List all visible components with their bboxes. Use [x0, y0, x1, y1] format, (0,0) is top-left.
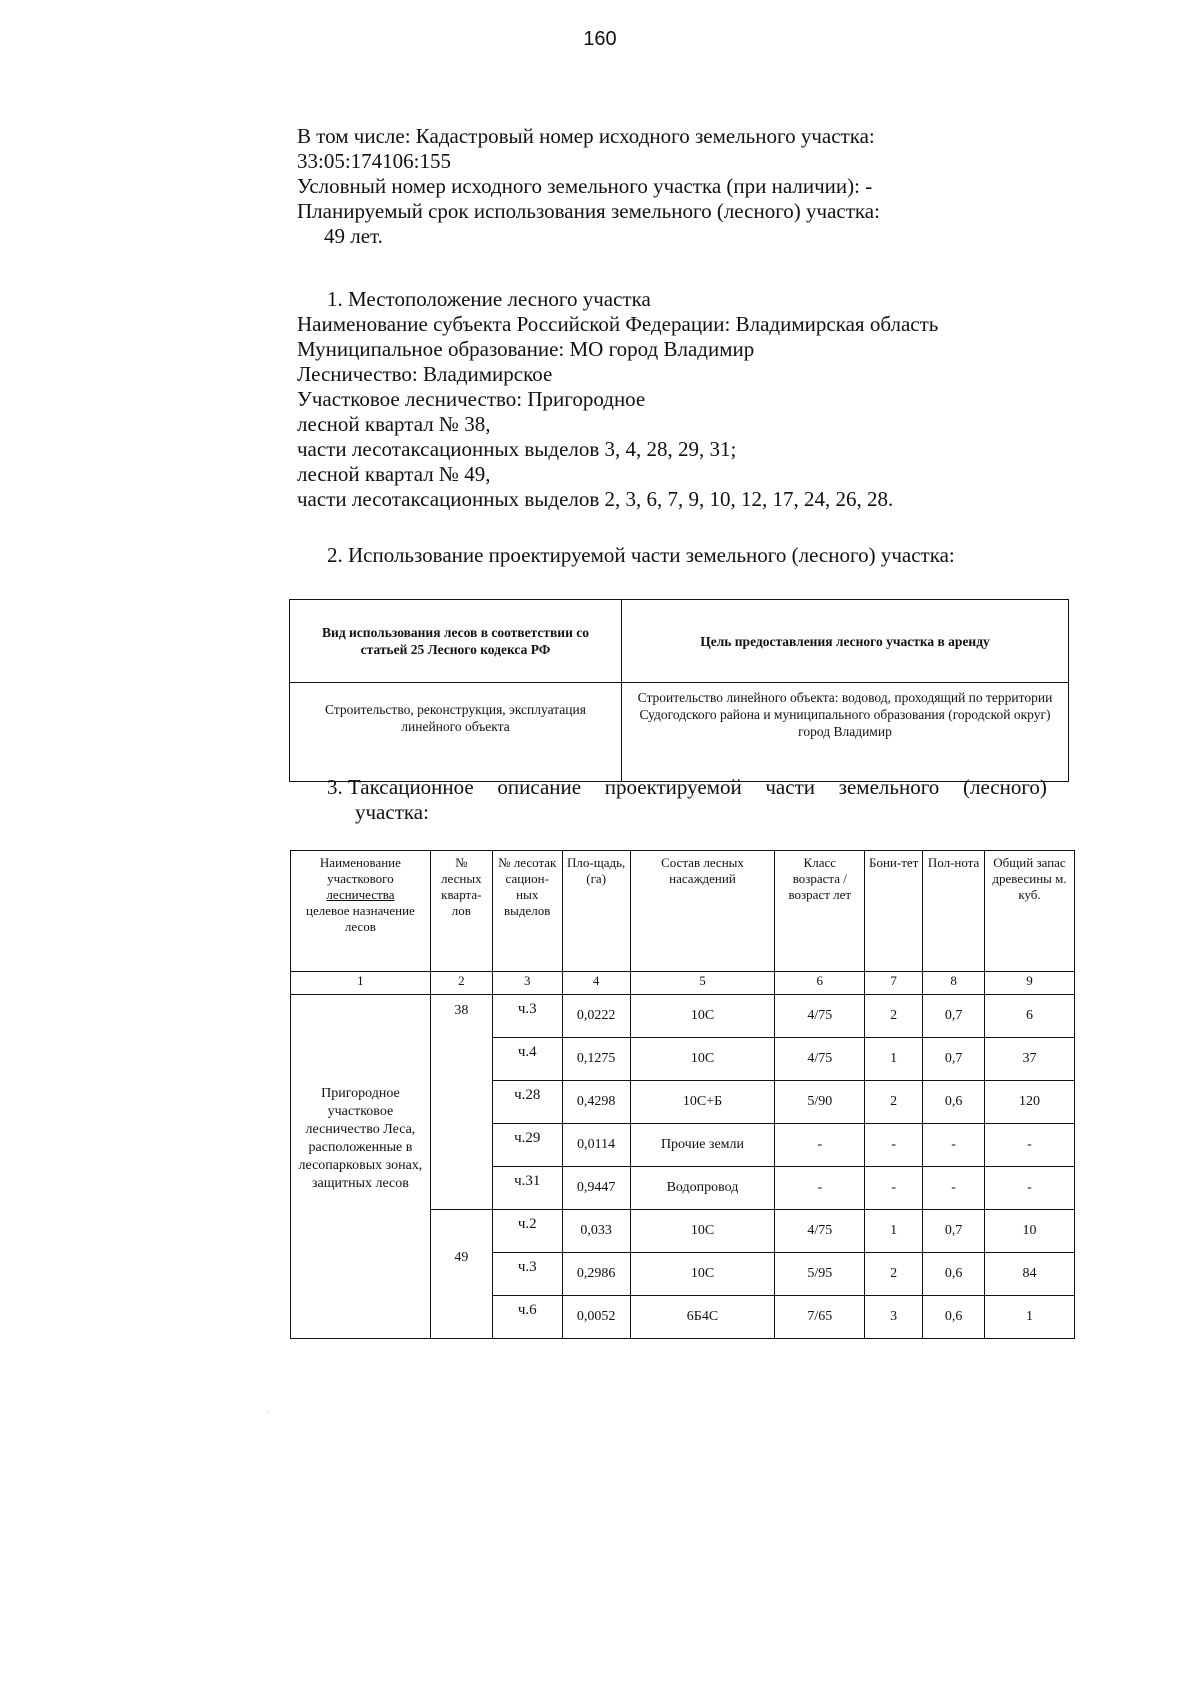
column-number: 4 [562, 972, 630, 995]
intro-block [297, 124, 1077, 249]
column-number: 1 [291, 972, 431, 995]
age-cell: 4/75 [775, 1210, 865, 1253]
bonitet-cell: - [865, 1124, 923, 1167]
vydel-cell: ч.31 [492, 1167, 562, 1210]
section-taxation [297, 775, 1047, 825]
section-usage-heading: 2. Использование проектируемой части земельного (лесного) участка: [327, 543, 955, 567]
polnota-cell: 0,7 [923, 995, 985, 1038]
term-value: 49 лет. [324, 224, 383, 248]
age-cell: - [775, 1124, 865, 1167]
heading-word: 3. Таксационное [327, 775, 474, 799]
vydel-cell: ч.28 [492, 1081, 562, 1124]
composition-cell: 10С [630, 1253, 775, 1296]
polnota-cell: 0,6 [923, 1253, 985, 1296]
header-bonitet: Бони-тет [865, 851, 923, 972]
polnota-cell: 0,7 [923, 1210, 985, 1253]
usage-header-cell: Вид использования лесов в соответствии со статьей 25 Лесного кодекса РФ [290, 600, 622, 683]
bonitet-cell: 2 [865, 995, 923, 1038]
polnota-cell: - [923, 1124, 985, 1167]
composition-cell: 10С [630, 1038, 775, 1081]
header-stock: Общий запас древесины м. куб. [985, 851, 1075, 972]
bonitet-cell: 2 [865, 1253, 923, 1296]
vydel-cell: ч.29 [492, 1124, 562, 1167]
section-taxation-heading [297, 775, 1047, 800]
heading-word: земельного [838, 775, 940, 799]
column-number: 3 [492, 972, 562, 995]
polnota-cell: - [923, 1167, 985, 1210]
header-text: Наименование участкового [319, 855, 401, 886]
stock-cell: 10 [985, 1210, 1075, 1253]
age-cell: 4/75 [775, 1038, 865, 1081]
location-line: части лесотаксационных выделов 2, 3, 6, 7, 9, 10, 12, 17, 24, 26, 28. [297, 487, 894, 511]
location-line: части лесотаксационных выделов 3, 4, 28, 29, 31; [297, 437, 737, 461]
stock-cell: 120 [985, 1081, 1075, 1124]
composition-cell: 10С [630, 995, 775, 1038]
stock-cell: 1 [985, 1296, 1075, 1339]
usage-table-header [290, 600, 1069, 683]
header-text: целевое назначение лесов [306, 903, 415, 934]
bonitet-cell: 2 [865, 1081, 923, 1124]
usage-table [289, 599, 1069, 782]
section-location-heading: 1. Местоположение лесного участка [327, 287, 651, 311]
usage-table-row [290, 683, 1069, 782]
usage-cell: Строительство линейного объекта: водовод, проходящий по территории Судогодского района и муниципального образования (городской округ) город Владимир [622, 683, 1069, 782]
location-line: Лесничество: Владимирское [297, 362, 553, 386]
polnota-cell: 0,6 [923, 1081, 985, 1124]
area-cell: 0,1275 [562, 1038, 630, 1081]
age-cell: 5/90 [775, 1081, 865, 1124]
bonitet-cell: 1 [865, 1038, 923, 1081]
composition-cell: Прочие земли [630, 1124, 775, 1167]
header-composition: Состав лесных насаждений [630, 851, 775, 972]
taxation-header-row [291, 851, 1075, 972]
quarter-cell: 38 [430, 995, 492, 1210]
quarter-cell: 49 [430, 1210, 492, 1339]
stock-cell: 6 [985, 995, 1075, 1038]
heading-word: (лесного) [962, 775, 1047, 799]
stock-cell: - [985, 1124, 1075, 1167]
header-quarter: № лесных кварта-лов [430, 851, 492, 972]
polnota-cell: 0,6 [923, 1296, 985, 1339]
area-cell: 0,2986 [562, 1253, 630, 1296]
cadastral-label: В том числе: Кадастровый номер исходного земельного участка: [297, 124, 875, 148]
stock-cell: - [985, 1167, 1075, 1210]
stock-cell: 84 [985, 1253, 1075, 1296]
composition-cell: 10С+Б [630, 1081, 775, 1124]
page-number: 160 [583, 28, 617, 50]
vydel-cell: ч.3 [492, 995, 562, 1038]
taxation-table [290, 850, 1075, 1339]
usage-header-cell: Цель предоставления лесного участка в аренду [622, 600, 1069, 683]
scan-speck [268, 1412, 269, 1413]
column-number: 6 [775, 972, 865, 995]
area-cell: 0,0222 [562, 995, 630, 1038]
term-label: Планируемый срок использования земельного (лесного) участка: [297, 199, 880, 223]
table-row [291, 995, 1075, 1038]
vydel-cell: ч.3 [492, 1253, 562, 1296]
age-cell: 7/65 [775, 1296, 865, 1339]
vydel-cell: ч.4 [492, 1038, 562, 1081]
usage-cell: Строительство, реконструкция, эксплуатация линейного объекта [290, 683, 622, 782]
location-line: лесной квартал № 38, [297, 412, 491, 436]
column-number: 2 [430, 972, 492, 995]
cadastral-number: 33:05:174106:155 [297, 149, 452, 173]
location-line: Муниципальное образование: МО город Владимир [297, 337, 755, 361]
location-line: лесной квартал № 49, [297, 462, 491, 486]
header-text: лесничества [326, 887, 395, 902]
area-cell: 0,0052 [562, 1296, 630, 1339]
header-vydel: № лесотак сацион-ных выделов [492, 851, 562, 972]
heading-word: проектируемой [604, 775, 742, 799]
stock-cell: 37 [985, 1038, 1075, 1081]
vydel-cell: ч.6 [492, 1296, 562, 1339]
location-line: Наименование субъекта Российской Федерации: Владимирская область [297, 312, 939, 336]
conditional-number: Условный номер исходного земельного участка (при наличии): - [297, 174, 873, 198]
heading-word: описание [497, 775, 582, 799]
age-cell: - [775, 1167, 865, 1210]
area-cell: 0,9447 [562, 1167, 630, 1210]
area-cell: 0,033 [562, 1210, 630, 1253]
age-cell: 5/95 [775, 1253, 865, 1296]
bonitet-cell: - [865, 1167, 923, 1210]
bonitet-cell: 3 [865, 1296, 923, 1339]
column-number: 5 [630, 972, 775, 995]
polnota-cell: 0,7 [923, 1038, 985, 1081]
bonitet-cell: 1 [865, 1210, 923, 1253]
column-number-row [291, 972, 1075, 995]
composition-cell: 6Б4С [630, 1296, 775, 1339]
column-number: 8 [923, 972, 985, 995]
area-cell: 0,4298 [562, 1081, 630, 1124]
header-area: Пло-щадь, (га) [562, 851, 630, 972]
section-usage [297, 543, 1077, 568]
column-number: 7 [865, 972, 923, 995]
composition-cell: 10С [630, 1210, 775, 1253]
location-line: Участковое лесничество: Пригородное [297, 387, 646, 411]
section-location [297, 287, 1077, 512]
vydel-cell: ч.2 [492, 1210, 562, 1253]
header-forestry-name [291, 851, 431, 972]
section-taxation-heading-cont: участка: [355, 800, 429, 824]
area-cell: 0,0114 [562, 1124, 630, 1167]
forestry-name-cell: Пригородное участковое лесничество Леса, расположенные в лесопарковых зонах, защитных лесов [291, 995, 431, 1339]
header-polnota: Пол-нота [923, 851, 985, 972]
header-age: Класс возраста /возраст лет [775, 851, 865, 972]
heading-word: части [765, 775, 815, 799]
column-number: 9 [985, 972, 1075, 995]
composition-cell: Водопровод [630, 1167, 775, 1210]
age-cell: 4/75 [775, 995, 865, 1038]
